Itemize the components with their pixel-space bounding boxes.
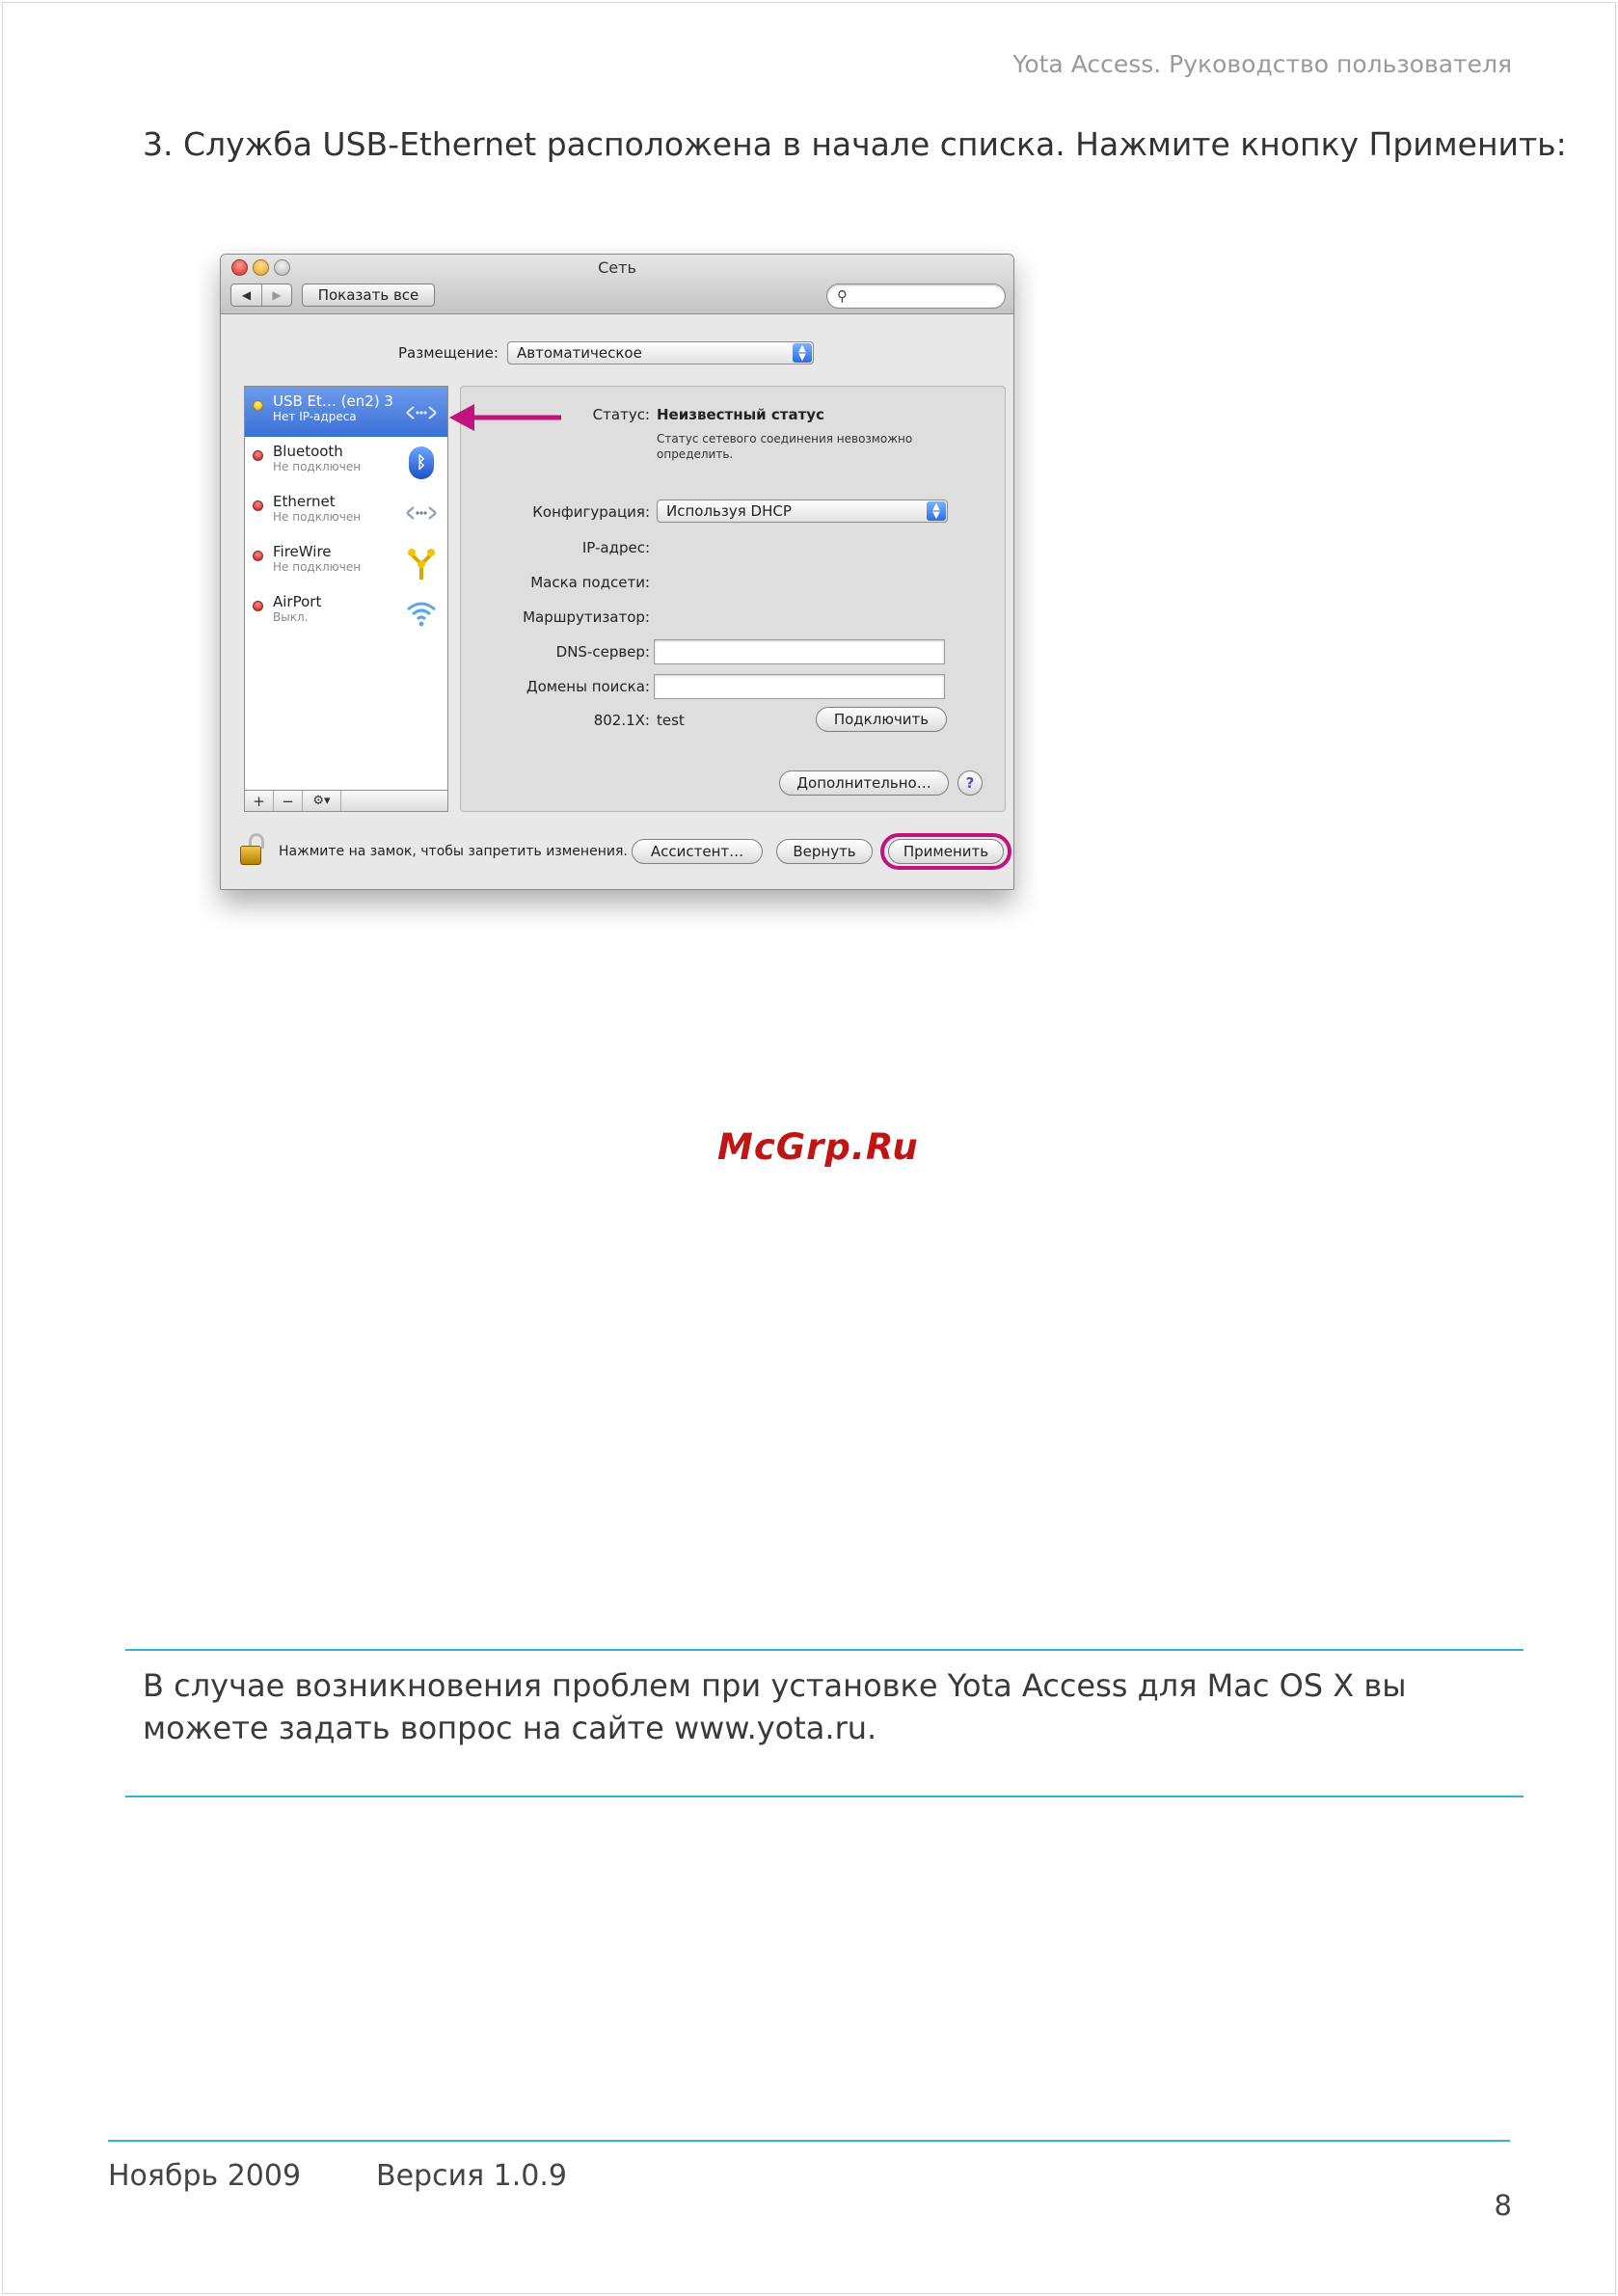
configuration-select-value: Используя DHCP [666, 502, 792, 520]
ethernet-arrows-icon [405, 497, 438, 529]
dot1x-label: 802.1X: [593, 712, 650, 729]
callout-arrow-icon [447, 398, 563, 437]
apply-highlight-ring [880, 833, 1011, 870]
service-name: Bluetooth [273, 443, 343, 460]
service-name: AirPort [273, 593, 322, 610]
step-instruction: 3. Служба USB-Ethernet расположена в начале списка. Нажмите кнопку Применить: [143, 125, 1567, 163]
service-item-airport[interactable] [245, 587, 447, 637]
support-note: В случае возникновения проблем при установке Yota Access для Mac OS X вы можете задать вопрос на сайте www.yota.ru. [143, 1667, 1407, 1746]
status-dot-icon [253, 601, 263, 611]
revert-button[interactable]: Вернуть [776, 839, 873, 864]
network-preferences-window [220, 254, 1014, 890]
status-label: Статус: [592, 406, 650, 423]
dot1x-value: test [657, 712, 685, 729]
service-status: Не подключен [273, 560, 362, 574]
service-name: FireWire [273, 543, 332, 560]
dns-server-field[interactable] [654, 639, 945, 664]
back-button[interactable]: ◀ [241, 288, 252, 302]
footer-date: Ноябрь 2009 [108, 2159, 302, 2193]
service-item-ethernet[interactable] [245, 487, 447, 537]
dns-server-label: DNS-сервер: [555, 643, 650, 661]
updown-arrows-icon: ▲ ▼ [927, 501, 946, 521]
watermark: McGrp.Ru [717, 1126, 919, 1168]
footer-rule [108, 2140, 1510, 2142]
configuration-label: Конфигурация: [532, 503, 650, 521]
subnet-mask-label: Маска подсети: [530, 574, 650, 591]
location-label: Размещение: [398, 344, 499, 362]
window-titlebar [221, 255, 1013, 314]
status-description: Статус сетевого соединения невозможно определить. [657, 432, 913, 461]
firewire-icon [405, 547, 438, 580]
note-bottom-rule [125, 1796, 1524, 1797]
search-input[interactable] [826, 284, 1006, 309]
lock-icon[interactable] [240, 833, 265, 866]
status-dot-icon [253, 400, 263, 411]
configuration-select[interactable] [657, 500, 948, 523]
service-status: Не подключен [273, 460, 362, 473]
running-header: Yota Access. Руководство пользователя [1012, 50, 1512, 78]
service-status: Не подключен [273, 510, 362, 524]
status-value: Неизвестный статус [657, 406, 824, 423]
remove-service-button[interactable]: − [274, 791, 303, 811]
wifi-icon [405, 597, 438, 630]
service-status: Выкл. [273, 610, 309, 624]
history-nav [230, 284, 292, 307]
service-name: USB Et… (en2) 3 [273, 392, 393, 410]
forward-button[interactable]: ▶ [261, 284, 291, 306]
service-list [244, 386, 448, 791]
connect-button[interactable]: Подключить [816, 707, 947, 732]
bluetooth-icon: ᛒ [405, 446, 438, 479]
location-select[interactable] [507, 341, 814, 365]
advanced-button[interactable]: Дополнительно… [779, 770, 949, 796]
service-details-panel [460, 386, 1006, 812]
service-item-bluetooth[interactable] [245, 437, 447, 487]
help-button[interactable]: ? [957, 770, 983, 796]
search-icon: ⚲ [837, 287, 848, 305]
service-item-firewire[interactable] [245, 537, 447, 587]
show-all-button[interactable]: Показать все [302, 284, 435, 307]
ethernet-arrows-icon [405, 396, 438, 429]
service-list-toolbar [244, 791, 448, 812]
service-actions-menu[interactable]: ⚙▾ [303, 791, 341, 811]
note-top-rule [125, 1649, 1524, 1651]
location-select-value: Автоматическое [517, 344, 642, 362]
window-title: Сеть [598, 258, 636, 277]
service-name: Ethernet [273, 493, 336, 510]
search-domains-field[interactable] [654, 674, 945, 699]
updown-arrows-icon: ▲ ▼ [793, 343, 812, 363]
lock-hint-text: Нажмите на замок, чтобы запретить изменения. [279, 844, 628, 859]
footer-version: Версия 1.0.9 [376, 2159, 567, 2193]
add-service-button[interactable]: + [245, 791, 274, 811]
page-number: 8 [1494, 2189, 1512, 2222]
assistant-button[interactable]: Ассистент… [632, 839, 763, 864]
service-status: Нет IP-адреса [273, 410, 357, 423]
status-dot-icon [253, 450, 263, 461]
status-dot-icon [253, 500, 263, 511]
status-dot-icon [253, 551, 263, 561]
ip-address-label: IP-адрес: [581, 539, 650, 556]
search-domains-label: Домены поиска: [526, 678, 650, 695]
router-label: Маршрутизатор: [523, 608, 650, 626]
service-item-usb-ethernet[interactable] [245, 387, 447, 437]
apply-button[interactable]: Применить [888, 839, 1004, 864]
